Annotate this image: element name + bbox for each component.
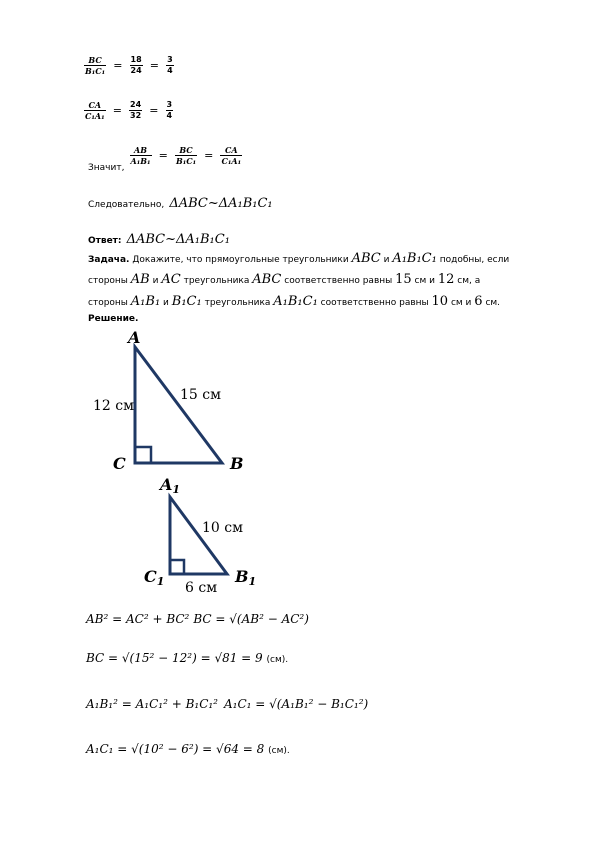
task-line-2: стороны AB и AC треугольника ABC соответственно равны 15 см и 12 см, а [88,272,481,287]
task-line-3: стороны A₁B₁ и B₁C₁ треугольника A₁B₁C₁ соответственно равны 10 см и 6 см. [88,294,501,309]
right-angle-mark-c1 [170,560,184,574]
side-label-a1b1: 10 см [202,520,243,536]
answer-line: Ответ: ΔABC~ΔA₁B₁C₁ [88,232,230,247]
side-label-b1c1: 6 см [185,580,218,596]
vertex-label-a: A [128,328,141,347]
ratio-ca: $\frac{CA}{\text{C₁A₁}}$ = $\frac{24}{32}$ = $\frac{3}{4}$ [85,100,173,121]
vertex-label-c1: C1 [144,567,165,588]
a1c1-calculation: A₁C₁ = √(10² − 6²) = √64 = 8 (см). [86,742,290,756]
ratio-bc: $\frac{BC}{\text{B₁C₁}}$ = $\frac{18}{24}$ = $\frac{3}{4}$ [85,55,173,76]
vertex-label-b1: B1 [235,567,257,588]
vertex-label-b: B [230,454,244,473]
pythagoras-abc: AB² = AC² + BC² BC = √(AB² − AC²) [86,612,309,626]
znachit-line: $_{Значит,}$ $\frac{AB}{\text{A₁B₁}}$ = $\frac{BC}{\text{B₁C₁}}$ = $\frac{CA}{\text{C₁A₁}}$ [88,145,242,173]
sledovatelno-line: Следовательно, ΔABC~ΔA₁B₁C₁ [88,196,273,211]
triangle-abc-outline [135,347,222,463]
vertex-label-a1: A1 [160,475,181,496]
right-angle-mark-c [135,447,151,463]
vertex-label-c: C [113,454,126,473]
solution-heading: Решение. [88,314,139,324]
triangle-a1b1c1 [144,475,256,596]
bc-calculation: BC = √(15² − 12²) = √81 = 9 (см). [86,651,289,665]
side-label-ab: 15 см [180,387,221,403]
task-line-1: Задача. Докажите, что прямоугольные треугольники ABC и A₁B₁C₁ подобны, если [88,251,510,266]
triangle-abc [93,328,244,473]
pythagoras-a1b1c1: A₁B₁² = A₁C₁² + B₁C₁² A₁C₁ = √(A₁B₁² − B₁C₁²) [86,697,369,711]
side-label-ac: 12 см [93,398,134,414]
